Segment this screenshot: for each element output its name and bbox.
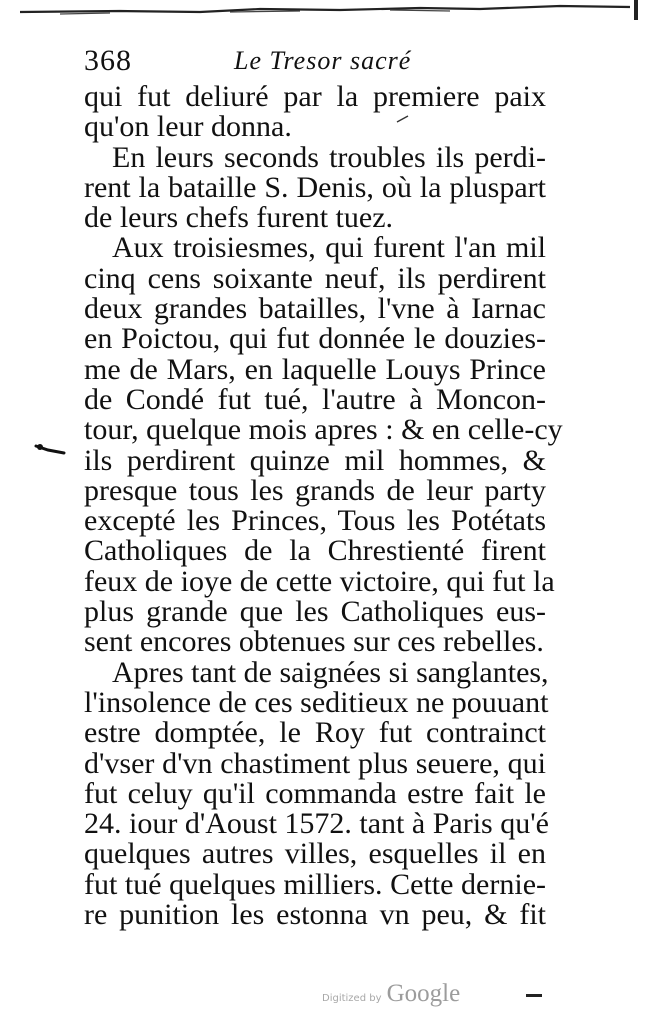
text-line: rent la bataille S. Denis, où la pluspart [84, 170, 546, 204]
text-line: cinq cens soixante neuf, ils perdirent [84, 261, 546, 295]
text-line: de Condé fut tué, l'autre à Moncon- [84, 382, 546, 416]
text-line: ils perdirent quinze mil hommes, & [84, 443, 546, 477]
text-line: En leurs seconds troubles ils perdi- [112, 140, 546, 174]
google-wordmark: Google [386, 980, 461, 1007]
text-line: qu'on leur donna. [84, 110, 292, 144]
text-line: d'vser d'vn chastiment plus seuere, qui [84, 746, 546, 780]
text-line: feux de ioye de cette victoire, qui fut la [84, 564, 555, 598]
text-line: excepté les Princes, Tous les Potétats [84, 504, 546, 538]
text-line: tour, quelque mois apres : & en celle-cy [84, 413, 563, 447]
text-line: Catholiques de la Chrestienté firent [84, 534, 546, 568]
text-line: presque tous les grands de leur party [84, 473, 546, 507]
margin-pointer-mark [34, 440, 66, 460]
page-number: 368 [84, 44, 132, 77]
text-line: deux grandes batailles, l'vne à Iarnac [84, 292, 546, 326]
text-line: sent encores obtenues sur ces rebelles. [84, 625, 544, 659]
page-header [84, 44, 554, 84]
text-line: fut tué quelques milliers. Cette dernie- [84, 867, 546, 901]
body-text [84, 80, 563, 932]
text-line: l'insolence de ces seditieux ne pouuant [84, 685, 549, 719]
text-line: estre domptée, le Roy fut contrainct [84, 716, 546, 750]
text-line: Aux troisiesmes, qui furent l'an mil [112, 231, 546, 265]
text-line: de leurs chefs furent tuez. [84, 201, 394, 235]
text-line: 24. iour d'Aoust 1572. tant à Paris qu'é [84, 807, 549, 841]
text-line: quelques autres villes, esquelles il en [84, 837, 546, 871]
text-line: qui fut deliuré par la premiere paix [84, 80, 546, 113]
text-line: me de Mars, en laquelle Louys Prince [84, 352, 546, 386]
text-line: Apres tant de saignées si sanglantes, [112, 655, 549, 689]
text-line: fut celuy qu'il commanda estre fait le [84, 776, 546, 810]
digitized-by-label: Digitized by [322, 993, 382, 1004]
text-line: re punition les estonna vn peu, & fit [84, 898, 546, 932]
digitization-credit [322, 980, 460, 1008]
footer-dash [526, 994, 542, 997]
running-title: Le Tresor sacré [234, 46, 412, 75]
top-scan-rule [0, 0, 658, 22]
text-line: en Poictou, qui fut donnée le douzies- [84, 322, 546, 356]
text-line: plus grande que les Catholiques eus- [84, 595, 546, 629]
